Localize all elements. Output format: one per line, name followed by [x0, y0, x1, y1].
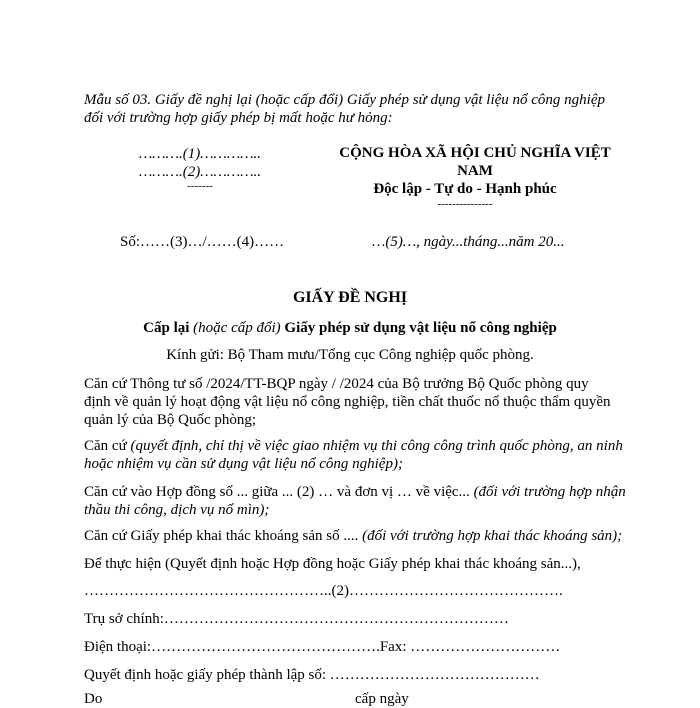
paragraph-4-italic: (đối với trường hợp khai thác khoáng sản);	[362, 528, 623, 544]
field-issued-date-label: cấp ngày	[355, 691, 409, 707]
national-slogan: Độc lập - Tự do - Hạnh phúc	[373, 181, 557, 197]
paragraph-3-line2: thầu thi công, dịch vụ nổ mìn);	[84, 502, 270, 518]
paragraph-2-line1	[84, 437, 623, 455]
field-head-office: Trụ sở chính:……………………………………………………………	[84, 611, 509, 627]
paragraph-3-italic: (đối với trường hợp nhận	[473, 484, 626, 500]
document-title: GIẤY ĐỀ NGHỊ	[292, 289, 408, 306]
paragraph-2-line2: hoặc nhiệm vụ cần sử dụng vật liệu nổ công nghiệp);	[84, 456, 403, 472]
paragraph-4-main: Căn cứ Giấy phép khai thác khoáng sản số ....	[84, 528, 363, 544]
place-date: …(5)…, ngày...tháng...năm 20...	[372, 234, 565, 250]
right-header-rule: ---------------	[437, 198, 493, 210]
national-motto-line1: CỘNG HÒA XÃ HỘI CHỦ NGHĨA VIỆT	[339, 145, 611, 161]
issuing-agency: ……….(2)…………..	[138, 164, 262, 180]
field-phone-fax: Điện thoại:……………………………………….Fax: …………………………	[84, 639, 561, 655]
form-caption-line2: đối với trường hợp giấy phép bị mất hoặc hư hỏng:	[84, 110, 393, 126]
paragraph-2-prefix: Căn cứ	[84, 438, 131, 454]
issuing-agency-parent: ……….(1)…………..	[138, 146, 262, 162]
subtitle-part2: (hoặc cấp đổi)	[189, 320, 285, 336]
recipient: Kính gửi: Bộ Tham mưu/Tổng cục Công nghiệp quốc phòng.	[166, 347, 534, 363]
national-motto-line2: NAM	[457, 163, 493, 179]
document-subtitle	[0, 319, 700, 337]
form-caption-line1: Mẫu số 03. Giấy đề nghị lại (hoặc cấp đổi) Giấy phép sử dụng vật liệu nổ công nghiệp	[84, 92, 606, 108]
field-issued-by-label: Do	[84, 691, 103, 707]
document-number: Số:……(3)…/……(4)……	[120, 234, 285, 250]
paragraph-6: …………………………………………..(2)…………………………………….	[84, 583, 563, 599]
paragraph-1-line1: Căn cứ Thông tư số /2024/TT-BQP ngày / /2024 của Bộ trưởng Bộ Quốc phòng quy	[84, 376, 589, 392]
subtitle-part1: Cấp lại	[143, 320, 190, 336]
subtitle-part3: Giấy phép sử dụng vật liệu nổ công nghiệp	[284, 320, 557, 336]
left-header-rule: -------	[187, 180, 213, 192]
paragraph-5: Để thực hiện (Quyết định hoặc Hợp đồng hoặc Giấy phép khai thác khoáng sản...),	[84, 556, 581, 572]
paragraph-3-main: Căn cứ vào Hợp đồng số ... giữa ... (2) … và đơn vị … về việc...	[84, 484, 474, 500]
field-establishment-decision: Quyết định hoặc giấy phép thành lập số: ……………………………………	[84, 667, 540, 683]
paragraph-4	[84, 527, 622, 545]
paragraph-1-line2: định về quản lý hoạt động vật liệu nổ công nghiệp, tiền chất thuốc nổ thuộc thẩm quyền	[84, 394, 611, 410]
paragraph-1-line3: quản lý của Bộ Quốc phòng;	[84, 412, 257, 428]
paragraph-2-italic: (quyết định, chỉ thị về việc giao nhiệm vụ thi công công trình quốc phòng, an ninh	[130, 438, 623, 454]
paragraph-3-line1	[84, 483, 626, 501]
